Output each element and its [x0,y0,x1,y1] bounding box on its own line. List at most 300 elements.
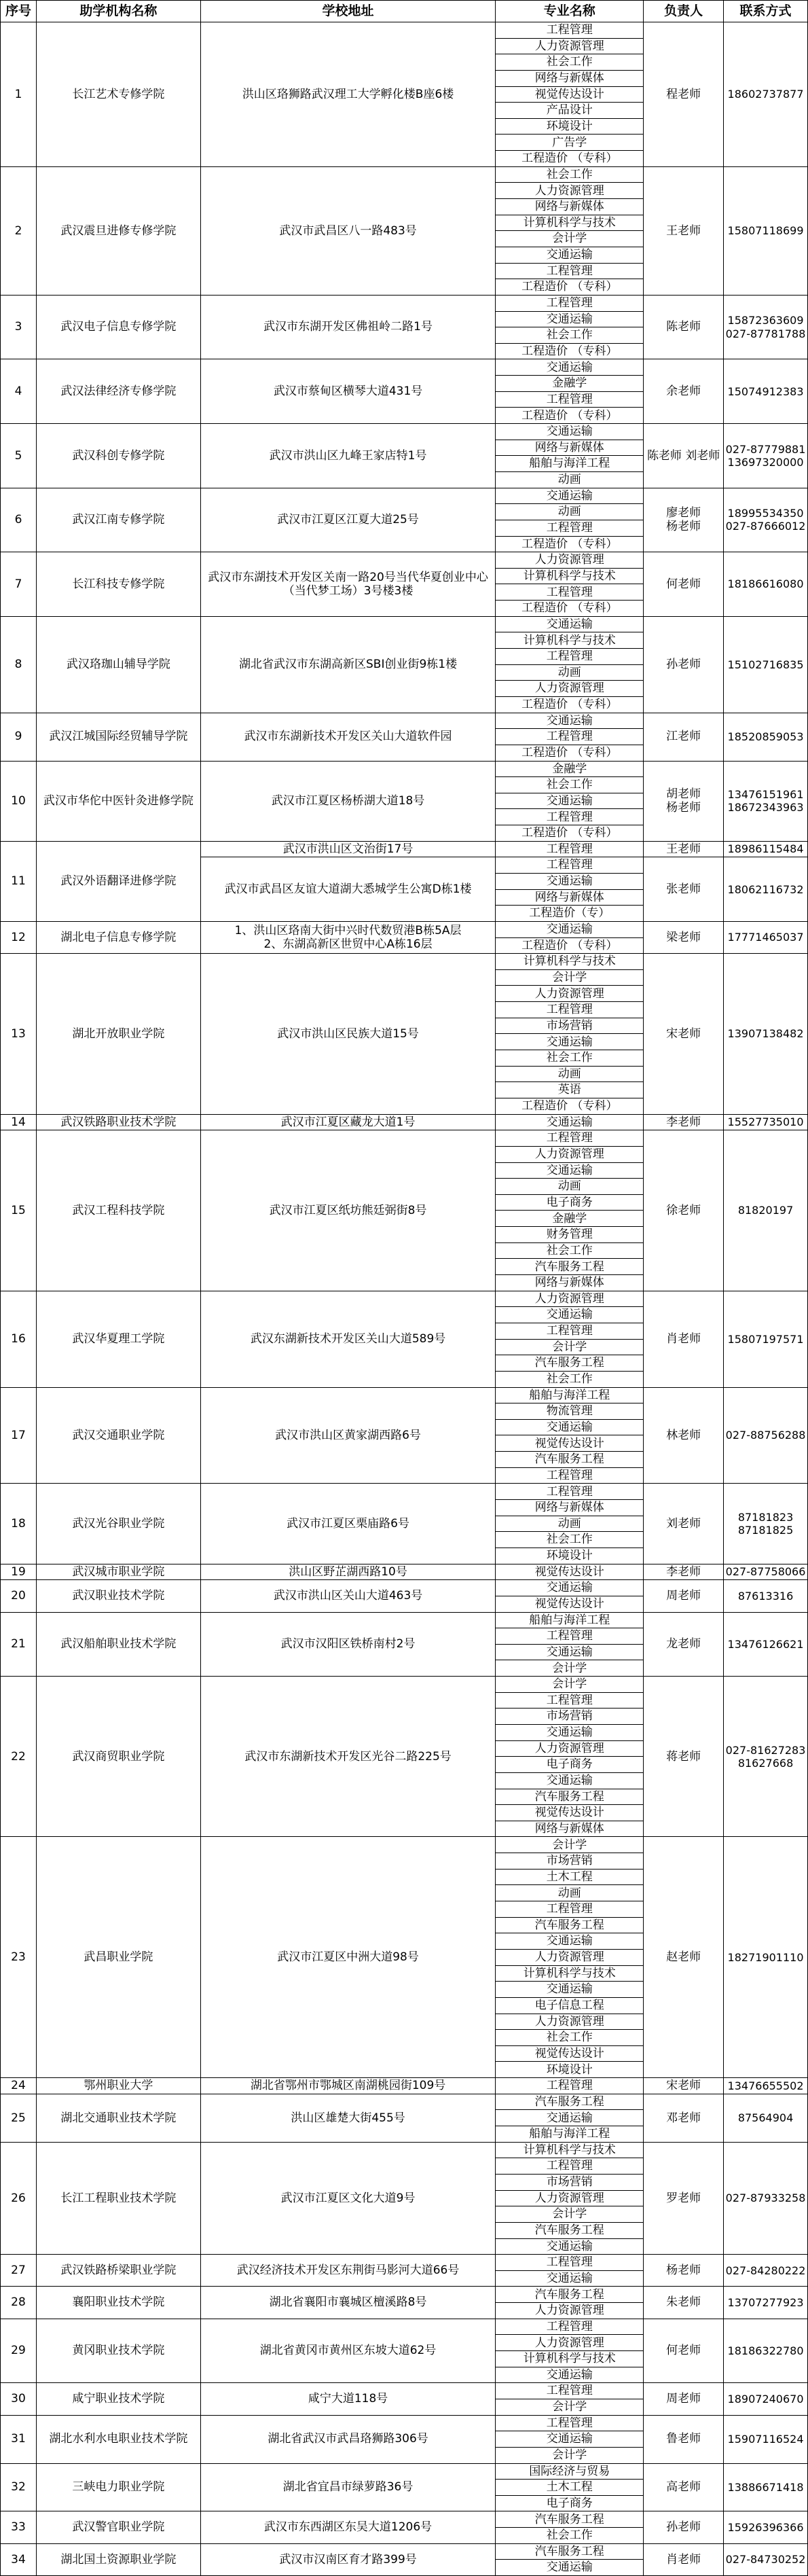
school-address [201,2143,496,2255]
major-name: 人力资源管理 [534,2336,604,2350]
contact-phone [724,2511,808,2543]
major-item [496,312,644,328]
major-name: 金融学 [552,762,587,776]
institution-name-text: 湖北开放职业学院 [72,1026,165,1041]
major-name: 工程管理 [546,1902,593,1916]
contact-name: 何老师 [666,2344,701,2358]
institution-name-text: 武昌职业学院 [84,1950,153,1965]
major-item [496,2383,644,2399]
major-item [496,2030,644,2046]
institution-name [37,2287,201,2319]
contact-person [644,359,724,424]
major-name: 交通运输 [546,425,593,439]
contact-name: 罗老师 [666,2191,701,2205]
institution-name-text: 武汉商贸职业学院 [72,1749,165,1764]
phone-number: 15907116524 [727,2432,804,2446]
major-item [496,2223,644,2239]
major-name: 工程造价 （专科） [521,745,618,759]
major-name: 动画 [557,1516,581,1531]
contact-person [644,1291,724,1388]
major-item [496,793,644,810]
major-name: 交通运输 [546,2239,593,2253]
contact-person [644,1130,724,1291]
major-name: 船舶与海洋工程 [529,457,610,471]
institution-name-text: 长江科技专修学院 [72,577,165,591]
address-line: 武汉市江夏区杨桥湖大道18号 [271,793,425,808]
major-item [496,247,644,264]
major-item [496,2480,644,2496]
major-item [496,440,644,457]
major-name: 视觉传达设计 [534,1436,604,1450]
major-name: 工程管理 [546,1693,593,1707]
major-name: 船舶与海洋工程 [529,2127,610,2141]
major-name: 社会工作 [546,328,593,342]
contact-person [644,1580,724,1612]
address-line: 武汉经济技术开发区东荆街马影河大道66号 [236,2264,460,2278]
institution-name [37,552,201,617]
major-name: 英语 [557,1083,581,1097]
major-item [496,1130,644,1147]
row-number [1,842,37,922]
major-name: 视觉传达设计 [534,1806,604,1820]
contact-person [644,713,724,762]
major-name: 会计学 [552,232,587,246]
header-majors [496,1,644,22]
row-number-text: 6 [14,513,22,527]
major-name: 人力资源管理 [534,2304,604,2318]
major-name: 工程造价 （专科） [521,280,618,294]
school-address [201,713,496,762]
major-item [496,2319,644,2336]
contact-phone [724,842,808,858]
contact-phone [724,2287,808,2319]
row-number [1,762,37,842]
address-line: 湖北省宜昌市绿萝路36号 [282,2480,414,2494]
contact-phone [724,1837,808,2078]
major-name: 动画 [557,505,581,519]
contact-name: 宋老师 [666,1026,701,1041]
major-name: 工程管理 [546,2416,593,2430]
contact-phone [724,1677,808,1837]
major-item [496,2239,644,2255]
major-item [496,2143,644,2159]
major-item [496,1853,644,1870]
contact-person [644,1677,724,1837]
institution-name [37,617,201,713]
institution-name-text: 武汉珞珈山辅导学院 [66,657,170,671]
major-item [496,1243,644,1259]
phone-number: 027-87781788 [725,327,806,340]
major-item [496,874,644,890]
major-item [496,1259,644,1275]
major-name: 市场营销 [546,1709,593,1723]
major-item [496,39,644,55]
major-name: 交通运输 [546,713,593,728]
contact-phone [724,2094,808,2143]
school-address [201,424,496,488]
major-item [496,472,644,488]
institution-name [37,2511,201,2543]
major-name: 船舶与海洋工程 [529,1388,610,1402]
row-number [1,2143,37,2255]
major-name: 工程管理 [546,2079,593,2093]
row-number [1,2511,37,2543]
institution-name [37,424,201,488]
row-number [1,954,37,1114]
major-name: 工程管理 [546,1003,593,1017]
row-number [1,1484,37,1564]
institution-name-text: 武汉华夏理工学院 [72,1331,165,1346]
major-item [496,1773,644,1789]
major-item [496,215,644,232]
major-name: 交通运输 [546,312,593,326]
major-name: 动画 [557,1886,581,1900]
major-name: 交通运输 [546,2432,593,2446]
major-name: 交通运输 [546,248,593,262]
row-number [1,488,37,553]
school-address [201,857,496,922]
contact-name: 余老师 [666,384,701,399]
major-item [496,71,644,87]
phone-number: 18271901110 [727,1950,804,1964]
school-address [201,1115,496,1131]
address-line: 武汉市洪山区民族大道15号 [277,1026,419,1041]
major-name: 土木工程 [546,1870,593,1884]
phone-number: 18602737877 [727,88,804,101]
major-item [496,1018,644,1035]
contact-person [644,617,724,713]
address-line: 湖北省黄冈市黄州区东坡大道62号 [259,2344,437,2358]
major-item [496,1516,644,1533]
major-name: 汽车服务工程 [534,1356,604,1370]
major-name: 电子商务 [546,1195,593,1209]
contact-person [644,2416,724,2464]
contact-name: 林老师 [666,1428,701,1442]
contact-name: 杨老师 [666,801,701,815]
contact-phone [724,1613,808,1677]
contact-phone [724,617,808,713]
institution-name-text: 武汉职业技术学院 [72,1589,165,1603]
major-name: 工程管理 [546,521,593,535]
major-name: 计算机科学与技术 [523,2352,616,2366]
major-item [496,2014,644,2031]
major-item [496,1709,644,1725]
contact-phone [724,762,808,842]
row-number [1,617,37,713]
institution-name-text: 武汉铁路桥梁职业学院 [60,2264,177,2278]
major-item [496,986,644,1002]
institution-name-text: 武汉警官职业学院 [72,2520,165,2535]
major-item [496,1355,644,1372]
contact-phone [724,857,808,922]
row-number-text: 17 [11,1428,26,1442]
institution-name [37,1115,201,1131]
contact-person [644,167,724,296]
phone-number: 15102716835 [727,658,804,671]
major-item [496,2046,644,2062]
contact-person [644,22,724,167]
major-item [496,327,644,344]
contact-person [644,488,724,553]
major-name: 交通运输 [546,874,593,889]
major-name: 会计学 [552,1677,587,1692]
major-item [496,22,644,39]
major-item [496,1275,644,1291]
contact-name: 李老师 [666,1564,701,1579]
major-item [496,890,644,906]
major-item [496,1580,644,1596]
school-address [201,617,496,713]
contact-person [644,922,724,954]
phone-number: 81627668 [737,1756,794,1770]
major-item [496,296,644,312]
major-item [496,1452,644,1468]
major-name: 人力资源管理 [534,681,604,696]
header-label: 联系方式 [739,3,792,19]
major-name: 工程管理 [546,2384,593,2398]
contact-person [644,2255,724,2287]
row-number-text: 24 [11,2079,26,2093]
major-name: 工程造价（专） [529,906,610,920]
contact-name: 肖老师 [666,2552,701,2566]
row-number [1,1613,37,1677]
contact-phone [724,954,808,1114]
institution-name [37,1388,201,1484]
row-number-text: 21 [11,1637,26,1651]
major-name: 汽车服务工程 [534,1918,604,1932]
major-item [496,2175,644,2191]
major-name: 工程管理 [546,264,593,278]
major-name: 广告学 [552,135,587,149]
major-name: 工程造价 （专科） [521,938,618,952]
major-name: 交通运输 [546,793,593,808]
major-item [496,1757,644,1773]
major-item [496,1918,644,1934]
institution-name [37,1580,201,1612]
major-item [496,1613,644,1629]
major-item [496,2078,644,2094]
major-name: 财务管理 [546,1228,593,1242]
row-number [1,1115,37,1131]
phone-number: 15872363609 [727,314,804,327]
institution-name-text: 长江工程职业技术学院 [60,2191,177,2205]
institution-name-text: 武汉船舶职业技术学院 [60,1637,177,1651]
major-name: 交通运输 [546,1420,593,1434]
major-item [496,1082,644,1098]
major-name: 国际经济与贸易 [529,2464,610,2478]
row-number-text: 27 [11,2264,26,2278]
institution-name-text: 长江艺术专修学院 [72,87,165,101]
contact-person [644,2287,724,2319]
institution-name [37,2544,201,2576]
major-name: 人力资源管理 [534,2191,604,2205]
major-name: 工程管理 [546,1484,593,1499]
header-label: 负责人 [664,3,703,19]
major-item [496,697,644,713]
contact-name: 鲁老师 [666,2432,701,2446]
contact-person [644,1484,724,1564]
major-name: 社会工作 [546,55,593,69]
contact-person [644,1388,724,1484]
row-number [1,2383,37,2415]
major-name: 社会工作 [546,167,593,181]
phone-number: 13707277923 [727,2295,804,2309]
major-item [496,970,644,986]
major-name: 视觉传达设计 [534,1564,604,1579]
major-item [496,1950,644,1966]
row-number-text: 29 [11,2344,26,2358]
address-line: 武汉市汉南区育才路399号 [279,2552,417,2566]
major-item [496,1821,644,1838]
contact-phone [724,2319,808,2384]
row-number [1,552,37,617]
major-item [496,1323,644,1340]
major-item [496,1291,644,1308]
contact-phone [724,2383,808,2415]
address-line: 湖北省武汉市武昌珞狮路306号 [268,2432,428,2446]
major-name: 工程管理 [546,296,593,310]
major-item [496,1725,644,1741]
contact-name: 蒋老师 [666,1749,701,1764]
major-item [496,1966,644,1982]
major-item [496,1693,644,1709]
phone-number: 13907138482 [727,1027,804,1041]
major-name: 电子信息工程 [534,1999,604,2013]
contact-name: 孙老师 [666,2520,701,2535]
major-name: 交通运输 [546,1035,593,1049]
row-number-text: 9 [14,730,22,744]
major-name: 环境设计 [546,1549,593,1563]
row-number [1,1564,37,1581]
major-name: 人力资源管理 [534,986,604,1001]
contact-name: 徐老师 [666,1203,701,1217]
phone-number: 027-84730252 [725,2553,806,2566]
contact-person [644,2143,724,2255]
major-name: 工程管理 [546,23,593,37]
header-label: 学校地址 [322,3,374,19]
major-item [496,1307,644,1323]
institution-name [37,488,201,553]
contact-name: 朱老师 [666,2295,701,2310]
contact-person [644,2078,724,2094]
major-item [496,2367,644,2384]
major-name: 会计学 [552,2448,587,2462]
major-name: 市场营销 [546,1018,593,1033]
phone-number: 13697320000 [727,455,804,469]
major-name: 金融学 [552,376,587,391]
contact-name: 王老师 [666,223,701,238]
contact-phone [724,22,808,167]
institution-name-text: 武汉交通职业学院 [72,1428,165,1442]
major-name: 汽车服务工程 [534,2094,604,2109]
contact-name: 赵老师 [666,1950,701,1965]
contact-name: 程老师 [666,87,701,101]
major-item [496,954,644,970]
institution-name [37,1130,201,1291]
row-number-text: 16 [11,1331,26,1346]
major-name: 船舶与海洋工程 [529,1613,610,1627]
major-item [496,2335,644,2351]
header-label: 序号 [5,3,31,19]
major-name: 动画 [557,1179,581,1194]
major-item [496,825,644,842]
row-number-text: 34 [11,2552,26,2566]
institution-name [37,1291,201,1388]
phone-number: 18672343963 [727,801,804,815]
header-contact [644,1,724,22]
phone-number: 027-87779881 [725,442,806,456]
major-item [496,617,644,633]
major-name: 工程造价 （专科） [521,1099,618,1113]
row-number-text: 33 [11,2520,26,2535]
major-name: 汽车服务工程 [534,2544,604,2558]
header-address [201,1,496,22]
institution-name-text: 三峡电力职业学院 [72,2480,165,2494]
major-item [496,231,644,247]
contact-name: 孙老师 [666,657,701,671]
major-item [496,2158,644,2175]
institution-name [37,22,201,167]
major-name: 工程管理 [546,2319,593,2333]
major-item [496,2287,644,2303]
row-number-text: 4 [14,384,22,399]
major-name: 交通运输 [546,1774,593,1788]
phone-number: 15807118699 [727,224,804,238]
major-name: 工程管理 [546,730,593,744]
row-number [1,2464,37,2512]
institution-name [37,2255,201,2287]
row-number [1,2544,37,2576]
school-address [201,2464,496,2512]
major-name: 环境设计 [546,2062,593,2077]
phone-number: 18186616080 [727,577,804,591]
institution-name [37,296,201,360]
address-line: 武汉市江夏区中洲大道98号 [277,1950,419,1965]
phone-number: 15807197571 [727,1332,804,1346]
address-line: 武汉市东湖新技术开发区光谷二路225号 [244,1749,452,1764]
major-item [496,1179,644,1195]
address-line: 武汉市江夏区江夏大道25号 [277,513,419,527]
address-line: 洪山区野芷湖西路10号 [289,1564,407,1579]
major-name: 工程管理 [546,858,593,872]
address-line: 2、东湖高新区世贸中心A栋16层 [263,937,433,952]
major-item [496,2528,644,2544]
major-item [496,1372,644,1388]
major-item [496,392,644,408]
major-item [496,1837,644,1853]
major-name: 汽车服务工程 [534,2223,604,2237]
institution-name-text: 湖北国土资源职业学院 [60,2552,177,2566]
institution-name-text: 襄阳职业技术学院 [72,2295,165,2310]
major-item [496,1067,644,1083]
phone-number: 81820197 [737,1204,794,1217]
row-number-text: 7 [14,577,22,591]
contact-person [644,954,724,1114]
row-number [1,922,37,954]
major-name: 网络与新媒体 [534,200,604,214]
row-number-text: 2 [14,223,22,238]
major-name: 动画 [557,1067,581,1081]
row-number [1,2319,37,2384]
header-label: 助学机构名称 [79,3,158,19]
institution-name-text: 武汉工程科技学院 [72,1203,165,1217]
major-name: 交通运输 [546,360,593,374]
school-address [201,488,496,553]
school-address [201,359,496,424]
major-item [496,906,644,922]
institution-name-text: 武汉法律经济专修学院 [60,384,177,399]
phone-number: 027-88756288 [725,1429,806,1442]
